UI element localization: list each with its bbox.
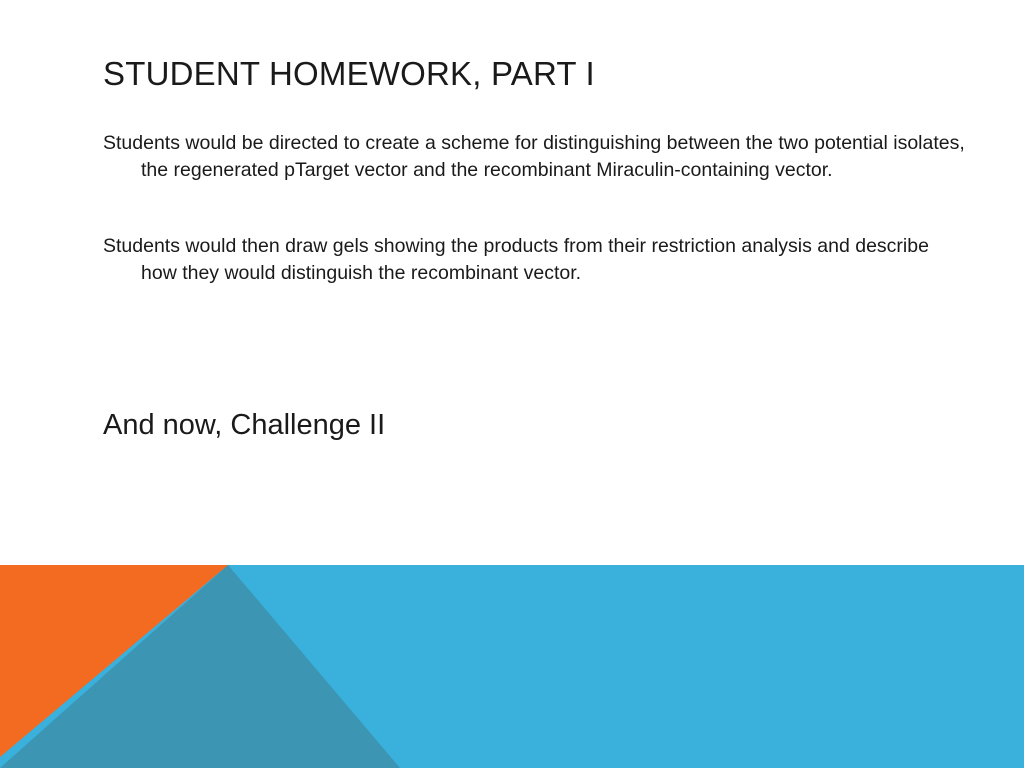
decorative-footer-band (0, 565, 1024, 768)
body-paragraph-scheme: Students would be directed to create a scheme for distinguishing between the two potential isolates, the regenerated pTarget vector and the recombinant Miraculin-containing vector. (103, 132, 965, 181)
slide-body (103, 130, 965, 287)
slide-title: STUDENT HOMEWORK, PART I (103, 55, 595, 92)
challenge-callout: And now, Challenge II (103, 409, 386, 441)
body-paragraph-gels: Students would then draw gels showing the products from their restriction analysis and describe how they would distinguish the recombinant vector. (103, 235, 929, 284)
